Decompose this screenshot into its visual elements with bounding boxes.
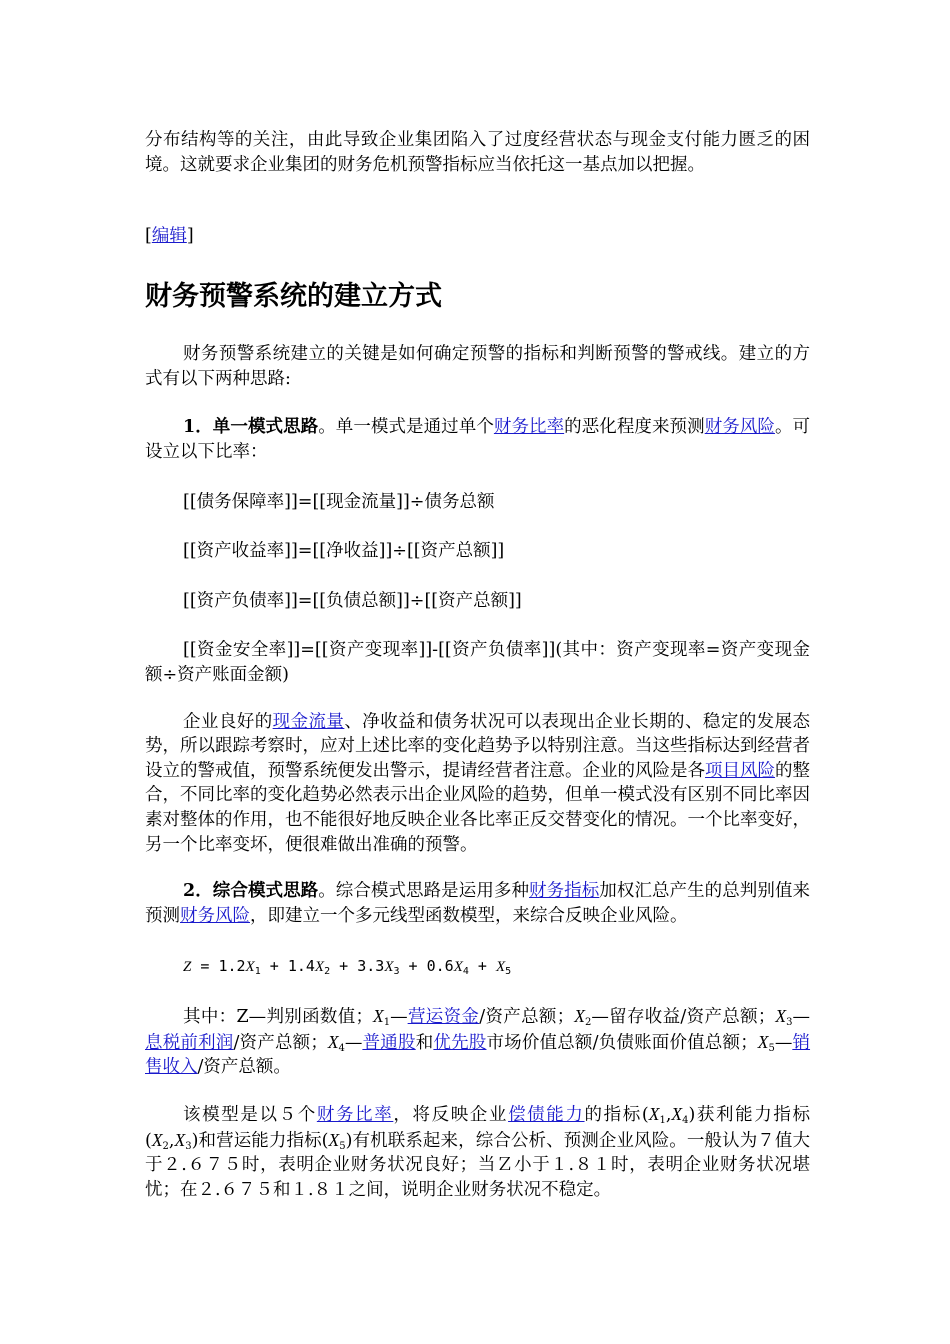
subscript: 1 bbox=[254, 966, 261, 978]
text: , bbox=[168, 1130, 175, 1151]
subscript: 4 bbox=[462, 966, 469, 978]
text: 。单一模式是通过单个 bbox=[318, 417, 494, 438]
text: 的整合，不同比率的变化趋势必然表示出企业风险的趋势，但单一模式没有区别不同比率因素对整体的作用，也不能很好地反映企业各比率正反交替变化的情况。一个比率变好，另一个比率变坏，便很难做出准确的预警。 bbox=[145, 760, 810, 855]
section-title: 财务预警系统的建立方式 bbox=[145, 281, 442, 313]
text: )和营运能力指标( bbox=[191, 1130, 329, 1151]
link-financial-ratio-2[interactable]: 财务比率 bbox=[316, 1105, 394, 1126]
link-working-capital[interactable]: 营运资金 bbox=[407, 1007, 480, 1028]
text: 、净收益和债务状况可以表现出企业长期的、稳定的发展态势，所以跟踪考察时，应对上述比率的变化趋势予以特别注意。当这些指标达到经营者设立的警戒值，预警系统便发出警示，提请经营者注意。企业的风险是各 bbox=[145, 711, 811, 781]
plus: + bbox=[399, 957, 427, 976]
subscript: 2 bbox=[584, 1017, 592, 1029]
text: 市场价值总额/负债账面价值总额； bbox=[486, 1032, 758, 1053]
dash: — bbox=[390, 1007, 408, 1028]
text: )有机联系起来，综合公析、预测企业风险。一般认为７值大于２.６７５时，表明企业财务状况良好；当Ｚ小于１.８１时，表明企业财务状况堪忧；在２.６７５和１.８１之间，说明企业财务状况不稳定。 bbox=[145, 1130, 811, 1200]
link-cash-flow[interactable]: 现金流量 bbox=[272, 711, 345, 732]
plus: + bbox=[260, 957, 288, 976]
variable: X bbox=[328, 1129, 340, 1150]
single-mode-heading: 1．单一模式思路 bbox=[183, 417, 319, 438]
combined-mode-paragraph bbox=[145, 879, 810, 928]
coefficient: 1.4 bbox=[287, 957, 315, 976]
formula-equals: = bbox=[191, 957, 219, 976]
variable: X bbox=[648, 1104, 660, 1125]
variable: X bbox=[671, 1104, 683, 1125]
subscript: 3 bbox=[786, 1017, 793, 1029]
variable: X bbox=[174, 1129, 186, 1150]
text: ，将反映企业 bbox=[393, 1105, 509, 1126]
subscript: 1 bbox=[659, 1115, 666, 1127]
subscript: 3 bbox=[393, 966, 400, 978]
variable: X bbox=[384, 959, 394, 976]
link-financial-risk[interactable]: 财务风险 bbox=[704, 417, 775, 438]
text: 和 bbox=[415, 1032, 434, 1053]
text: 的恶化程度来预测 bbox=[564, 417, 705, 438]
text: 其中：Z—判别函数值； bbox=[183, 1007, 374, 1028]
subscript: 4 bbox=[682, 1115, 689, 1127]
text: 。综合模式思路是运用多种 bbox=[318, 881, 530, 902]
subscript: 2 bbox=[162, 1140, 169, 1152]
link-common-stock[interactable]: 普通股 bbox=[362, 1032, 416, 1053]
subscript: 5 bbox=[505, 966, 512, 978]
text: 的指标( bbox=[584, 1105, 649, 1126]
link-financial-risk-2[interactable]: 财务风险 bbox=[180, 905, 250, 926]
link-solvency[interactable]: 偿债能力 bbox=[508, 1105, 585, 1126]
link-project-risk[interactable]: 项目风险 bbox=[705, 760, 775, 781]
subscript: 5 bbox=[768, 1042, 775, 1054]
variable: X bbox=[327, 1031, 339, 1052]
ratio-debt-to-assets: [[资产负债率]]=[[负债总额]]÷[[资产总额]] bbox=[183, 590, 522, 611]
text: , bbox=[665, 1105, 672, 1126]
ratio-return-on-assets: [[资产收益率]]=[[净收益]]÷[[资产总额]] bbox=[183, 541, 505, 562]
coefficient: 3.3 bbox=[357, 957, 385, 976]
ratio-fund-safety: [[资金安全率]]=[[资产变现率]]-[[资产负债率]](其中：资产变现率=资产变现金额÷资产账面金额) bbox=[145, 640, 810, 685]
section-intro-paragraph: 财务预警系统建立的关键是如何确定预警的指标和判断预警的警戒线。建立的方式有以下两种思路: bbox=[145, 344, 810, 389]
subscript: 3 bbox=[185, 1140, 192, 1152]
subscript: 4 bbox=[338, 1042, 345, 1054]
dash: — bbox=[792, 1007, 810, 1028]
edit-bracket-close: ] bbox=[186, 226, 194, 247]
text: —留存收益/资产总额； bbox=[591, 1007, 776, 1028]
variable: X bbox=[314, 959, 325, 976]
edit-link[interactable]: 编辑 bbox=[151, 226, 187, 247]
variable: X bbox=[453, 959, 463, 976]
link-preferred-stock[interactable]: 优先股 bbox=[433, 1032, 487, 1053]
text: 加权汇总产生的总判别值来预测 bbox=[145, 881, 811, 926]
text: 企业良好的 bbox=[183, 711, 273, 732]
text: /资产总额； bbox=[233, 1032, 328, 1053]
plus: + bbox=[330, 957, 358, 976]
coefficient: 1.2 bbox=[218, 957, 246, 976]
link-sales-revenue[interactable]: 销售收入 bbox=[145, 1032, 811, 1078]
edit-section-link bbox=[145, 224, 810, 248]
text: /资产总额。 bbox=[197, 1057, 291, 1078]
text: 。可设立以下比率： bbox=[145, 417, 811, 462]
plus: + bbox=[468, 957, 496, 976]
text: /资产总额； bbox=[479, 1007, 575, 1028]
model-explanation-paragraph bbox=[145, 1102, 810, 1202]
intro-paragraph: 分布结构等的关注，由此导致企业集团陷入了过度经营状态与现金支付能力匮乏的困境。这就要求企业集团的财务危机预警指标应当依托这一基点加以把握。 bbox=[145, 130, 810, 175]
dash: — bbox=[344, 1032, 363, 1053]
variable: X bbox=[496, 959, 506, 976]
single-mode-paragraph bbox=[145, 415, 810, 464]
single-mode-note-paragraph bbox=[145, 710, 810, 858]
text: )获利能力指标( bbox=[145, 1105, 811, 1151]
variable: X bbox=[151, 1129, 163, 1150]
combined-mode-heading: 2．综合模式思路 bbox=[183, 881, 319, 902]
variable: X bbox=[775, 1006, 787, 1027]
subscript: 5 bbox=[339, 1140, 346, 1152]
link-financial-ratio[interactable]: 财务比率 bbox=[493, 417, 565, 438]
text: ，即建立一个多元线型函数模型，来综合反映企业风险。 bbox=[250, 905, 688, 926]
document-body bbox=[145, 128, 810, 1202]
link-ebit[interactable]: 息税前利润 bbox=[145, 1032, 234, 1053]
edit-bracket-open: [ bbox=[145, 226, 152, 247]
ratio-debt-coverage: [[债务保障率]]=[[现金流量]]÷债务总额 bbox=[183, 491, 495, 512]
subscript: 1 bbox=[383, 1017, 391, 1029]
variable: X bbox=[373, 1006, 384, 1027]
variable: X bbox=[245, 959, 255, 976]
subscript: 2 bbox=[324, 966, 331, 978]
coefficient: 0.6 bbox=[426, 957, 454, 976]
variable: X bbox=[757, 1031, 769, 1052]
variable-definitions-paragraph bbox=[145, 1004, 810, 1080]
dash: — bbox=[774, 1032, 793, 1053]
z-score-formula bbox=[145, 954, 810, 979]
link-financial-indicator[interactable]: 财务指标 bbox=[529, 881, 600, 902]
variable: X bbox=[574, 1006, 585, 1027]
formula-z: Z bbox=[183, 959, 192, 976]
text: 该模型是以５个 bbox=[183, 1105, 317, 1126]
